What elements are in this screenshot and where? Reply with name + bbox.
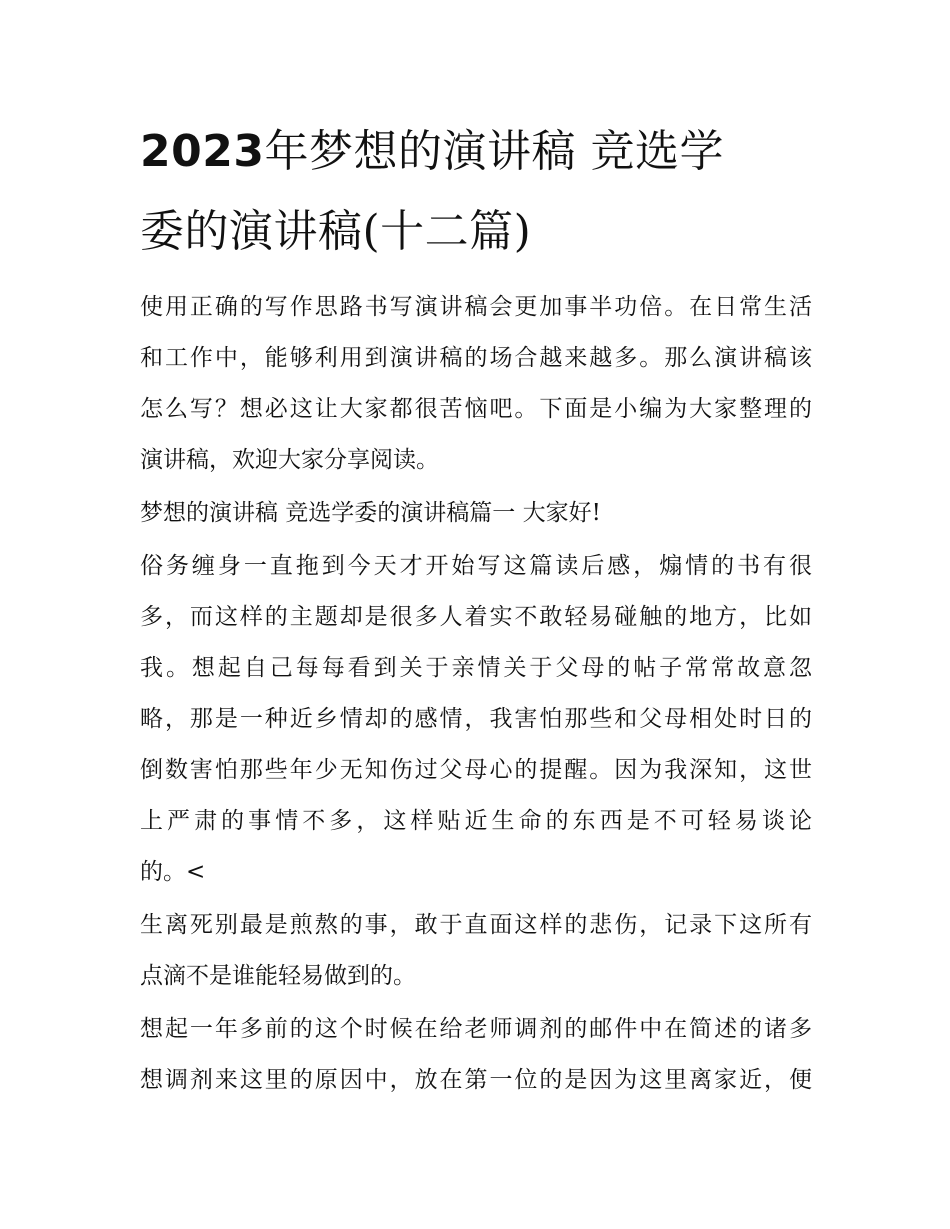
paragraph-line: 和工作中，能够利用到演讲稿的场合越来越多。那么演讲稿该 — [140, 345, 812, 371]
paragraph-line: 俗务缠身一直拖到今天才开始写这篇读后感，煽情的书有很 — [140, 553, 812, 579]
paragraph-line: 使用正确的写作思路书写演讲稿会更加事半功倍。在日常生活 — [140, 294, 812, 320]
paragraph — [140, 900, 812, 1002]
document-title — [140, 112, 812, 272]
paragraph — [140, 488, 812, 539]
paragraph-line: 想起一年多前的这个时候在给老师调剂的邮件中在简述的诸多 — [140, 1016, 812, 1042]
title-year: 2023 — [140, 126, 265, 177]
title-text: 年梦想的演讲稿 竞选学 — [264, 126, 724, 177]
paragraph-line: 怎么写？想必这让大家都很苦恼吧。下面是小编为大家整理的 — [140, 396, 812, 422]
title-line-2 — [140, 192, 812, 272]
paragraph-line: 略，那是一种近乡情却的感情，我害怕那些和父母相处时日的 — [140, 706, 812, 732]
paragraph-line: 多，而这样的主题却是很多人着实不敢轻易碰触的地方，比如 — [140, 604, 812, 630]
title-text: 委的演讲稿(十二篇) — [140, 206, 532, 257]
paragraph-line: 的。< — [140, 859, 206, 885]
document-body — [140, 282, 812, 1106]
paragraph — [140, 282, 812, 486]
paragraph — [140, 541, 812, 898]
paragraph-line: 我。想起自己每每看到关于亲情关于父母的帖子常常故意忽 — [140, 655, 812, 681]
paragraph-line: 梦想的演讲稿 竞选学委的演讲稿篇一 大家好! — [140, 500, 601, 526]
paragraph-line: 演讲稿，欢迎大家分享阅读。 — [140, 447, 439, 473]
paragraph-line: 点滴不是谁能轻易做到的。 — [140, 963, 416, 989]
title-line-1 — [140, 112, 812, 192]
paragraph-line: 想调剂来这里的原因中，放在第一位的是因为这里离家近，便 — [140, 1067, 812, 1093]
paragraph — [140, 1004, 812, 1106]
paragraph-line: 上严肃的事情不多，这样贴近生命的东西是不可轻易谈论 — [140, 808, 812, 834]
document-page — [140, 112, 812, 1108]
paragraph-line: 倒数害怕那些年少无知伤过父母心的提醒。因为我深知，这世 — [140, 757, 812, 783]
paragraph-line: 生离死别最是煎熬的事，敢于直面这样的悲伤，记录下这所有 — [140, 912, 812, 938]
